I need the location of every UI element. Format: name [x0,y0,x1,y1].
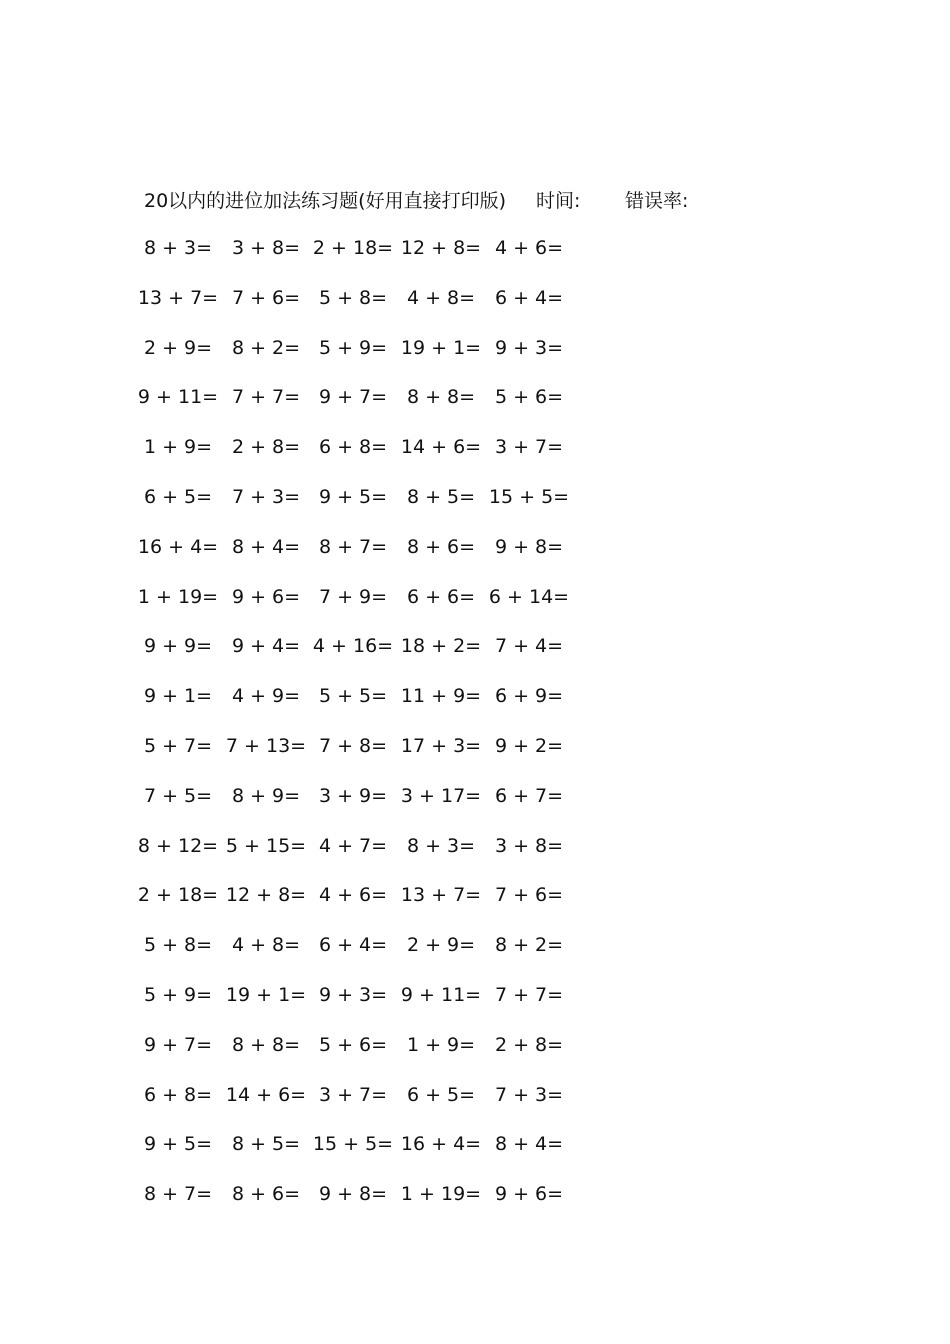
addition-problem: 8 + 3= [406,834,476,857]
addition-problem: 6 + 7= [494,784,564,807]
addition-problem: 5 + 9= [318,336,388,359]
addition-problem: 9 + 5= [143,1133,213,1156]
addition-problem: 7 + 3= [231,485,301,508]
addition-problem: 8 + 4= [494,1133,564,1156]
addition-problem: 12 + 8= [400,237,482,259]
addition-problem: 5 + 8= [318,286,388,309]
addition-problem: 7 + 3= [494,1083,564,1106]
addition-problem: 2 + 18= [137,884,219,907]
addition-problem: 14 + 6= [225,1083,307,1106]
problem-row [0,831,950,881]
addition-problem: 8 + 2= [231,336,301,359]
addition-problem: 2 + 9= [406,934,476,957]
addition-problem: 8 + 9= [231,784,301,807]
addition-problem: 9 + 6= [231,585,301,608]
addition-problem: 1 + 9= [406,1033,476,1056]
addition-problem: 4 + 6= [494,237,564,259]
addition-problem: 6 + 14= [488,585,570,608]
addition-problem: 7 + 7= [494,983,564,1006]
addition-problem: 9 + 4= [231,635,301,658]
addition-problem: 9 + 3= [494,336,564,359]
problem-row [0,781,950,831]
addition-problem: 3 + 17= [400,784,482,807]
addition-problem: 14 + 6= [400,436,482,459]
problem-row [0,382,950,432]
addition-problem: 9 + 3= [318,983,388,1006]
addition-problem: 15 + 5= [488,485,570,508]
addition-problem: 9 + 8= [494,535,564,558]
addition-problem: 9 + 11= [400,983,482,1006]
problem-row [0,532,950,582]
problem-row [0,1030,950,1080]
addition-problem: 3 + 7= [318,1083,388,1106]
problem-row [0,1129,950,1179]
problem-grid [0,233,950,1229]
addition-problem: 9 + 2= [494,734,564,757]
addition-problem: 5 + 9= [143,983,213,1006]
addition-problem: 7 + 8= [318,734,388,757]
addition-problem: 3 + 8= [231,237,301,259]
addition-problem: 7 + 6= [231,286,301,309]
addition-problem: 8 + 7= [143,1183,213,1206]
addition-problem: 7 + 13= [225,734,307,757]
addition-problem: 1 + 19= [400,1183,482,1206]
addition-problem: 7 + 9= [318,585,388,608]
addition-problem: 6 + 8= [143,1083,213,1106]
addition-problem: 4 + 8= [406,286,476,309]
addition-problem: 5 + 6= [494,386,564,409]
addition-problem: 7 + 4= [494,635,564,658]
addition-problem: 7 + 5= [143,784,213,807]
addition-problem: 4 + 16= [312,635,394,658]
addition-problem: 5 + 6= [318,1033,388,1056]
addition-problem: 8 + 12= [137,834,219,857]
addition-problem: 9 + 7= [318,386,388,409]
addition-problem: 4 + 8= [231,934,301,957]
problem-row [0,1080,950,1130]
addition-problem: 13 + 7= [400,884,482,907]
addition-problem: 9 + 7= [143,1033,213,1056]
worksheet-title: 20以内的进位加法练习题(好用直接打印版) [144,190,507,212]
addition-problem: 9 + 8= [318,1183,388,1206]
problem-row [0,980,950,1030]
addition-problem: 8 + 3= [143,237,213,259]
addition-problem: 16 + 4= [137,535,219,558]
addition-problem: 8 + 5= [231,1133,301,1156]
problem-row [0,681,950,731]
addition-problem: 3 + 7= [494,436,564,459]
addition-problem: 4 + 7= [318,834,388,857]
addition-problem: 17 + 3= [400,734,482,757]
addition-problem: 9 + 5= [318,485,388,508]
addition-problem: 8 + 2= [494,934,564,957]
addition-problem: 2 + 18= [312,237,394,259]
addition-problem: 5 + 5= [318,685,388,708]
addition-problem: 7 + 6= [494,884,564,907]
addition-problem: 2 + 8= [494,1033,564,1056]
addition-problem: 2 + 8= [231,436,301,459]
addition-problem: 8 + 5= [406,485,476,508]
problem-row [0,930,950,980]
addition-problem: 8 + 8= [406,386,476,409]
addition-problem: 15 + 5= [312,1133,394,1156]
addition-problem: 2 + 9= [143,336,213,359]
addition-problem: 5 + 8= [143,934,213,957]
problem-row [0,582,950,632]
addition-problem: 6 + 6= [406,585,476,608]
addition-problem: 1 + 9= [143,436,213,459]
addition-problem: 6 + 5= [406,1083,476,1106]
addition-problem: 6 + 4= [494,286,564,309]
addition-problem: 6 + 8= [318,436,388,459]
problem-row [0,880,950,930]
addition-problem: 4 + 6= [318,884,388,907]
problem-row [0,233,950,283]
addition-problem: 5 + 15= [225,834,307,857]
addition-problem: 8 + 8= [231,1033,301,1056]
addition-problem: 9 + 9= [143,635,213,658]
addition-problem: 9 + 6= [494,1183,564,1206]
addition-problem: 3 + 9= [318,784,388,807]
problem-row [0,731,950,781]
problem-row [0,482,950,532]
problem-row [0,432,950,482]
problem-row [0,333,950,383]
problem-row [0,631,950,681]
addition-problem: 7 + 7= [231,386,301,409]
addition-problem: 18 + 2= [400,635,482,658]
problem-row [0,1179,950,1229]
addition-problem: 1 + 19= [137,585,219,608]
addition-problem: 19 + 1= [225,983,307,1006]
addition-problem: 11 + 9= [400,685,482,708]
problem-row [0,283,950,333]
worksheet-header [144,186,764,214]
time-label: 时间: [536,190,581,212]
addition-problem: 16 + 4= [400,1133,482,1156]
addition-problem: 9 + 1= [143,685,213,708]
addition-problem: 12 + 8= [225,884,307,907]
addition-problem: 4 + 9= [231,685,301,708]
addition-problem: 3 + 8= [494,834,564,857]
addition-problem: 6 + 5= [143,485,213,508]
addition-problem: 13 + 7= [137,286,219,309]
addition-problem: 8 + 6= [406,535,476,558]
addition-problem: 8 + 6= [231,1183,301,1206]
addition-problem: 8 + 7= [318,535,388,558]
addition-problem: 19 + 1= [400,336,482,359]
addition-problem: 6 + 4= [318,934,388,957]
addition-problem: 8 + 4= [231,535,301,558]
error-rate-label: 错误率: [625,190,689,212]
addition-problem: 5 + 7= [143,734,213,757]
addition-problem: 9 + 11= [137,386,219,409]
addition-problem: 6 + 9= [494,685,564,708]
